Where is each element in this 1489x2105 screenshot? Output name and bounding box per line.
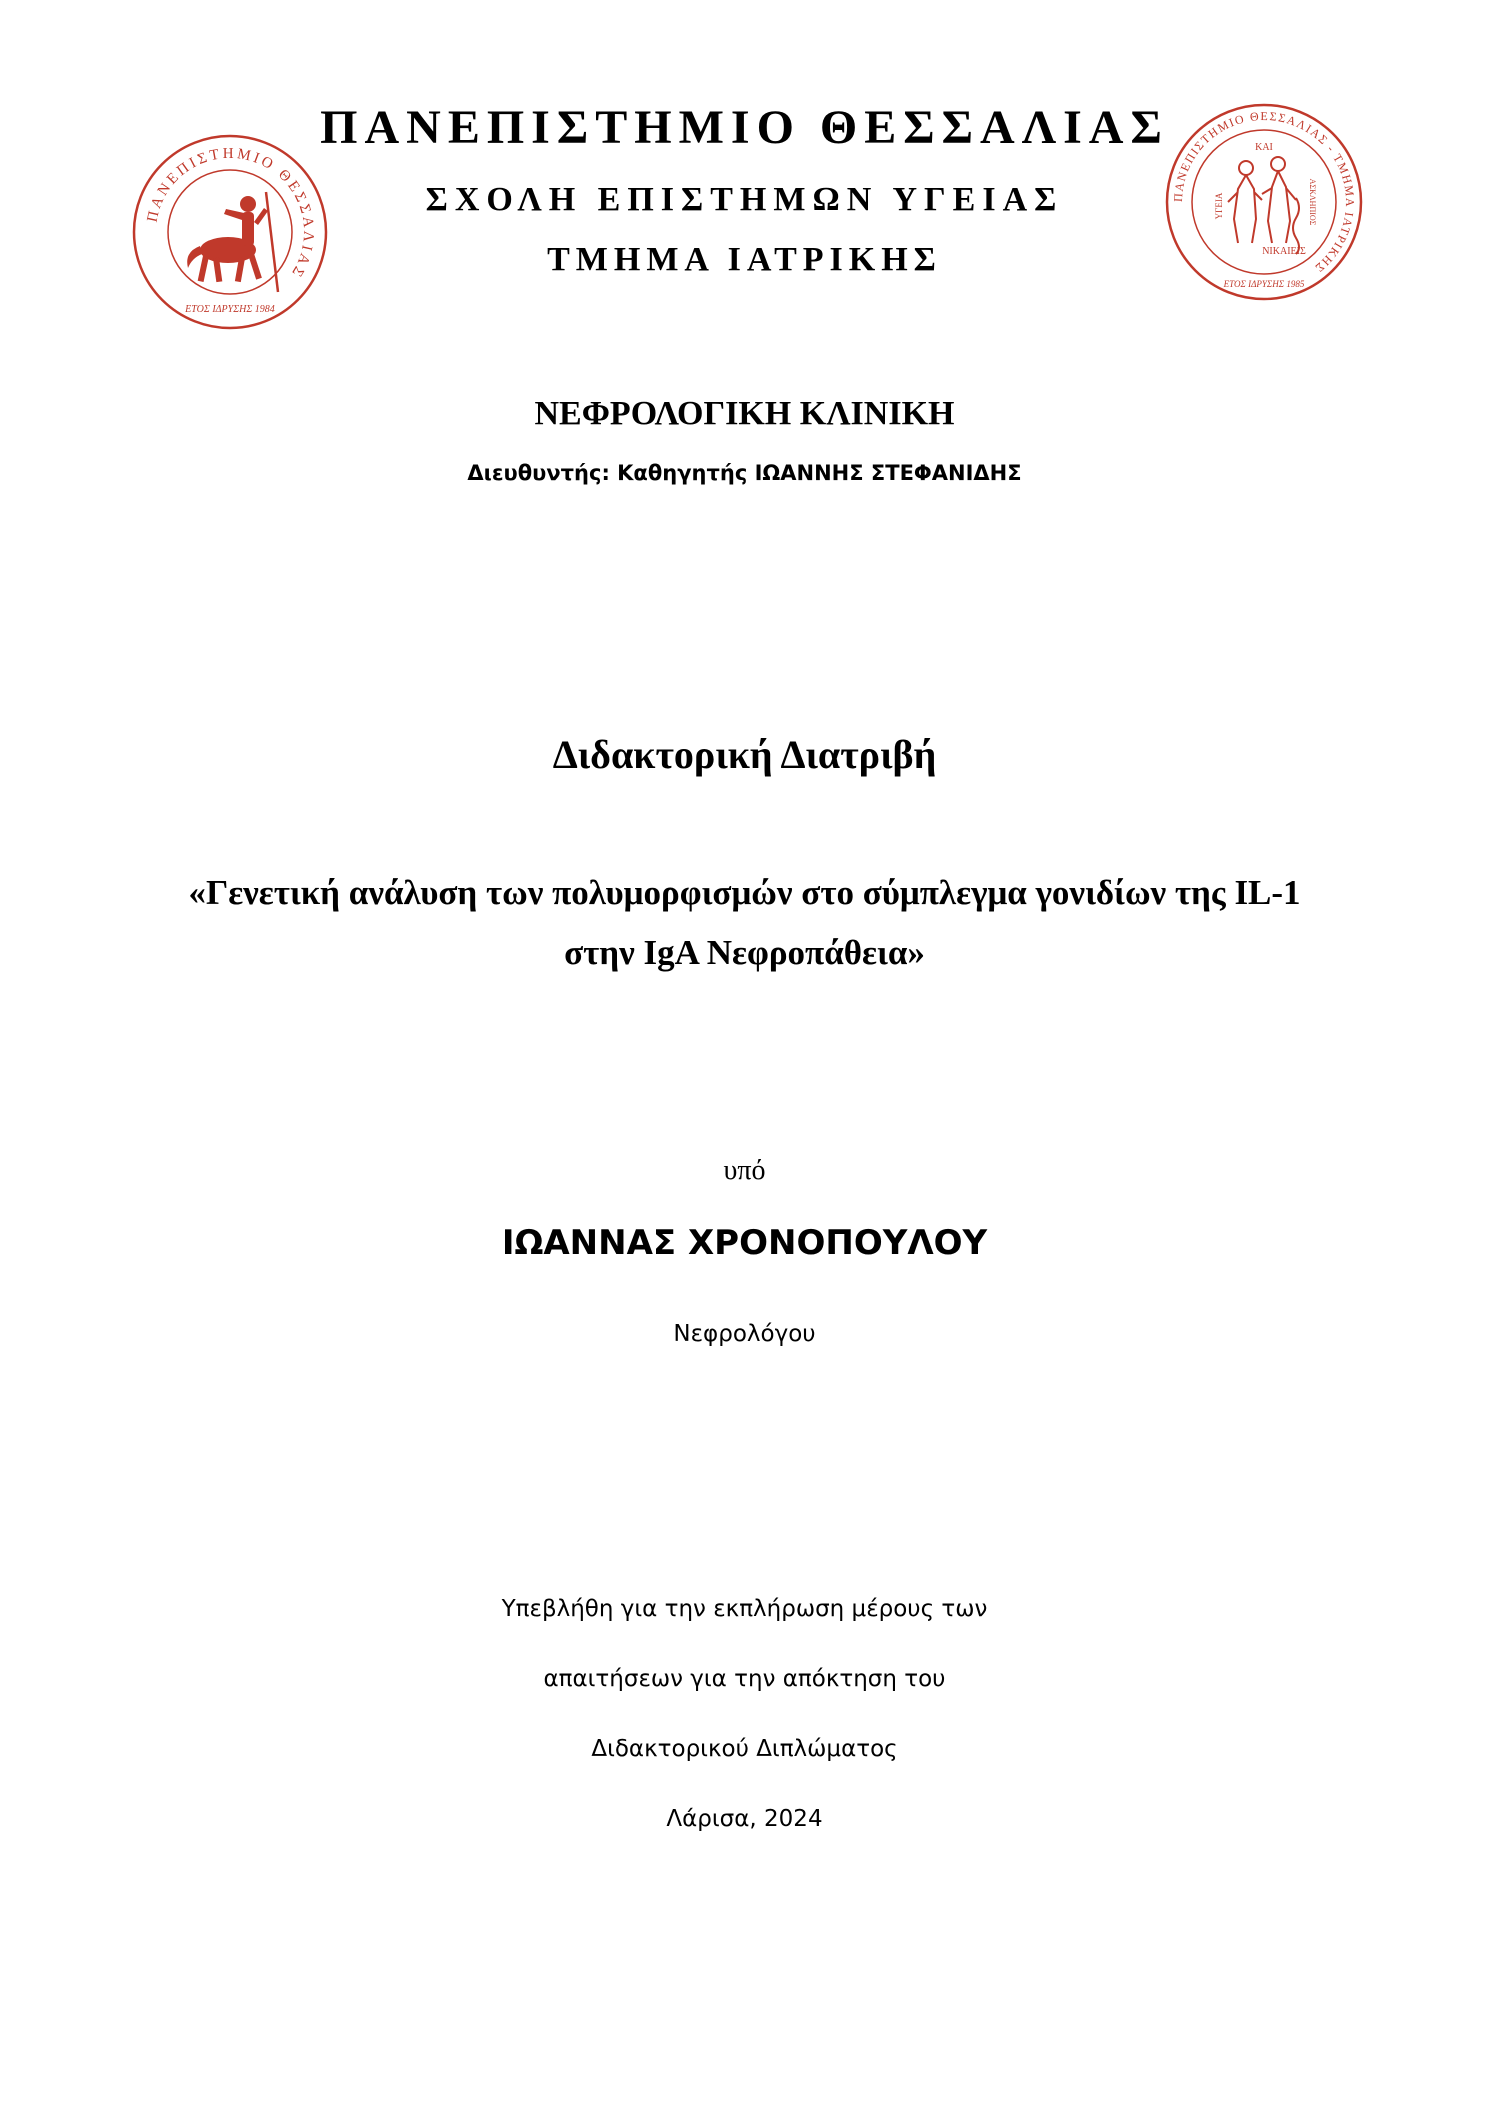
svg-text:ΕΤΟΣ ΙΔΡΥΣΗΣ 1985: ΕΤΟΣ ΙΔΡΥΣΗΣ 1985 bbox=[1223, 279, 1305, 289]
clinic-director: Διευθυντής: Καθηγητής ΙΩΑΝΝΗΣ ΣΤΕΦΑΝΙΔΗΣ bbox=[467, 461, 1022, 485]
author-name: ΙΩΑΝΝΑΣ ΧΡΟΝΟΠΟΥΛΟΥ bbox=[501, 1223, 988, 1263]
thesis-title-line-1: «Γενετική ανάλυση των πολυμορφισμών στο σύμπλεγμα γονιδίων της IL-1 bbox=[188, 873, 1301, 912]
svg-text:ΕΤΟΣ ΙΔΡΥΣΗΣ 1984: ΕΤΟΣ ΙΔΡΥΣΗΣ 1984 bbox=[185, 304, 275, 315]
svg-text:ΥΓΕΙΑ: ΥΓΕΙΑ bbox=[1214, 192, 1224, 220]
svg-text:ΑΣΚΛΗΠΙΟΣ: ΑΣΚΛΗΠΙΟΣ bbox=[1308, 178, 1317, 226]
thesis-type: Διδακτορική Διατριβή bbox=[552, 732, 937, 777]
author-profession: Νεφρολόγου bbox=[673, 1321, 816, 1347]
university-name: ΠΑΝΕΠΙΣΤΗΜΙΟ ΘΕΣΣΑΛΙΑΣ bbox=[320, 101, 1169, 154]
clinic-name: ΝΕΦΡΟΛΟΓΙΚΗ ΚΛΙΝΙΚΗ bbox=[534, 395, 955, 432]
place-and-date: Λάρισα, 2024 bbox=[666, 1806, 823, 1832]
university-seal-left bbox=[130, 132, 330, 332]
department-name: ΤΜΗΜΑ ΙΑΤΡΙΚΗΣ bbox=[547, 241, 942, 278]
svg-text:ΚΑΙ: ΚΑΙ bbox=[1255, 142, 1273, 153]
submission-line-1: Υπεβλήθη για την εκπλήρωση μέρους των bbox=[501, 1596, 988, 1622]
centaur-seal-icon bbox=[130, 132, 330, 332]
by-label: υπό bbox=[723, 1155, 766, 1186]
svg-text:ΝΙΚΑΙΕΙΣ: ΝΙΚΑΙΕΙΣ bbox=[1262, 246, 1306, 257]
svg-text:ΠΑΝΕΠΙΣΤΗΜΙΟ ΘΕΣΣΑΛΙΑΣ: ΠΑΝΕΠΙΣΤΗΜΙΟ ΘΕΣΣΑΛΙΑΣ bbox=[144, 145, 317, 282]
thesis-title-line-2: στην IgA Νεφροπάθεια» bbox=[564, 933, 925, 972]
school-name: ΣΧΟΛΗ ΕΠΙΣΤΗΜΩΝ ΥΓΕΙΑΣ bbox=[425, 181, 1064, 218]
submission-line-3: Διδακτορικού Διπλώματος bbox=[591, 1736, 898, 1762]
submission-line-2: απαιτήσεων για την απόκτηση του bbox=[543, 1666, 946, 1692]
svg-text:ΠΑΝΕΠΙΣΤΗΜΙΟ ΘΕΣΣΑΛΙΑΣ - ΤΜΗΜΑ: ΠΑΝΕΠΙΣΤΗΜΙΟ ΘΕΣΣΑΛΙΑΣ - ΤΜΗΜΑ ΙΑΤΡΙΚΗΣ bbox=[1170, 108, 1358, 276]
